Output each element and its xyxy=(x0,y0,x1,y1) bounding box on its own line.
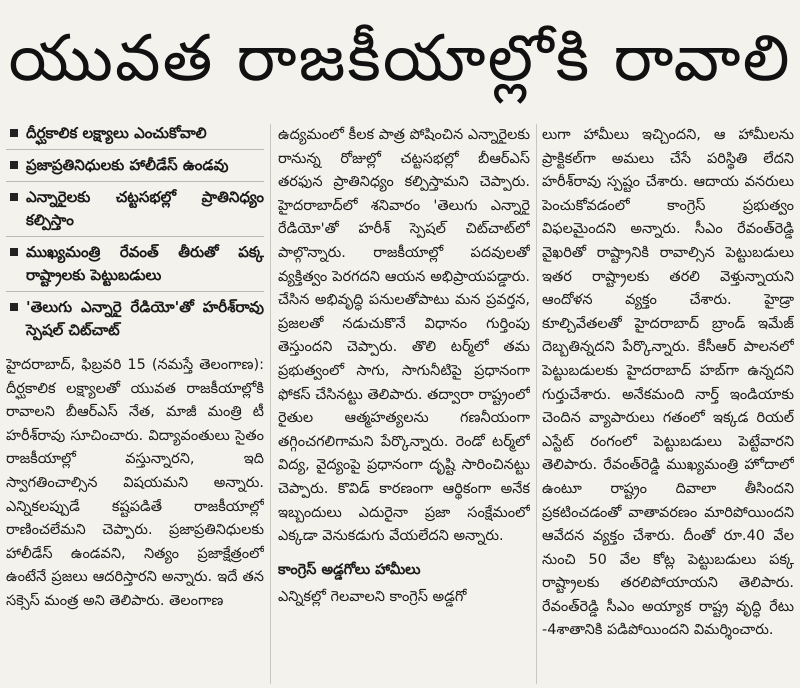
article-body-part-3: లుగా హామీలు ఇచ్చిందని, ఆ హామీలను ప్రాక్టికల్‌గా అమలు చేసే పరిస్థితి లేదని హరీశ్‌రావు స్పష్టం చేశారు. ఆదాయ వనరులు పెంచుకోవడంలో కాంగ్రెస్ ప్రభుత్వం విఫలమైందని అన్నారు. సీఎం రేవంత్‌రెడ్డి వైఖరితో రాష్ట్రానికి రావాల్సిన పెట్టుబడులు ఇతర రాష్ట్రాలకు తరలి వెళ్తున్నాయని ఆందోళన వ్యక్తం చేశారు. హైడ్రా కూల్చివేతలతో హైదరాబాద్ బ్రాండ్ ఇమేజ్ దెబ్బతిన్నదని పేర్కొన్నారు. కేసీఆర్ పాలనలో పెట్టుబడులకు హైదరాబాద్ హబ్‌గా ఉన్నదని గుర్తుచేశారు. అనేకమంది నార్త్ ఇండియాకు చెందిన వ్యాపారులు గతంలో ఇక్కడ రియల్ ఎస్టేట్ రంగంలో పెట్టుబడులు పెట్టేవారని తెలిపారు. రేవంత్‌రెడ్డి ముఖ్యమంత్రి హోదాలో ఉంటూ రాష్ట్రం దివాలా తీసిందని ప్రకటించడంతో వాతావరణం మారిపోయిందని ఆవేదన వ్యక్తం చేశారు. దీంతో రూ.40 వేల నుంచి 50 వేల కోట్ల పెట్టుబడులు పక్క రాష్ట్రాలకు తరలిపోయాయని తెలిపారు. రేవంత్‌రెడ్డి సీఎం అయ్యాక రాష్ట్ర వృద్ధి రేటు -4శాతానికి పడిపోయిందని విమర్శించారు. xyxy=(542,127,794,639)
highlight-item xyxy=(6,237,264,292)
headline: యువత రాజకీయాల్లోకి రావాలి xyxy=(8,22,792,96)
bullet-square-icon xyxy=(10,129,18,137)
article-body-part-2b: ఎన్నికల్లో గెలవాలని కాంగ్రెస్ అడ్డగో xyxy=(278,589,467,606)
highlight-item xyxy=(6,118,264,150)
bullet-square-icon xyxy=(10,193,18,201)
subheading: కాంగ్రెస్ అడ్డగోలు హామీలు xyxy=(278,561,421,578)
highlight-text: 'తెలుగు ఎన్నారై రేడియో'తో హరీశ్‌రావు స్పెషల్ చిట్‌చాట్ xyxy=(26,298,264,339)
highlight-item xyxy=(6,150,264,182)
column-divider xyxy=(270,124,271,684)
highlight-text: ముఖ్యమంత్రి రేవంత్ తీరుతో పక్క రాష్ట్రాలకు పెట్టుబడులు xyxy=(26,243,264,284)
highlights-list xyxy=(6,118,264,346)
highlight-text: ఎన్నారైలకు చట్టసభల్లో ప్రాతినిధ్యం కల్పిస్తాం xyxy=(26,188,264,229)
highlight-item xyxy=(6,182,264,237)
article-column-2 xyxy=(278,124,530,610)
article-column-3 xyxy=(542,124,794,643)
highlight-text: ప్రజాప్రతినిధులకు హాలీడేస్ ఉండవు xyxy=(26,156,229,174)
article-column-1 xyxy=(6,118,264,614)
highlight-text: దీర్ఘకాలిక లక్ష్యాలు ఎంచుకోవాలి xyxy=(26,124,207,142)
bullet-square-icon xyxy=(10,248,18,256)
column-divider xyxy=(536,124,537,684)
article-body-part-1: హైదరాబాద్, ఫిబ్రవరి 15 (నమస్తే తెలంగాణ): దీర్ఘకాలిక లక్ష్యాలతో యువత రాజకీయాల్లోకి రావాలని బీఆర్‌ఎస్ నేత, మాజీ మంత్రి టీ హరీశ్‌రావు సూచించారు. విద్యావంతులు సైతం రాజకీయాల్లో వస్తున్నారని, ఇది స్వాగతించాల్సిన విషయమని అన్నారు. ఎన్నికలప్పుడే కష్టపడితే రాజకీయాల్లో రాణించలేమని చెప్పారు. ప్రజాప్రతినిధులకు హాలీడేస్ ఉండవని, నిత్యం ప్రజాక్షేత్రంలో ఉంటేనే ప్రజలు ఆదరిస్తారని అన్నారు. ఇదే తన సక్సెస్ మంత్ర అని తెలిపారు. తెలంగాణ xyxy=(6,357,264,609)
highlight-item xyxy=(6,292,264,346)
bullet-square-icon xyxy=(10,303,18,311)
bullet-square-icon xyxy=(10,161,18,169)
article-body-part-2: ఉద్యమంలో కీలక పాత్ర పోషించిన ఎన్నారైలకు రానున్న రోజుల్లో చట్టసభల్లో బీఆర్‌ఎస్ తరఫున ప్రాతినిధ్యం కల్పిస్తామని చెప్పారు. హైదరాబాద్‌లో శనివారం 'తెలుగు ఎన్నారై రేడియో'తో హరీశ్ స్పెషల్ చిట్‌చాట్‌లో పాల్గొన్నారు. రాజకీయాల్లో పదవులతో వ్యక్తిత్వం పెరగదని ఆయన అభిప్రాయపడ్డారు. చేసిన అభివృద్ధి పనులతోపాటు మన ప్రవర్తన, ప్రజలతో నడుచుకొనే విధానం గుర్తింపు తెస్తుందని చెప్పారు. తొలి టర్మ్‌లో తమ ప్రభుత్వంలో సాగు, సాగునీటిపై ప్రధానంగా ఫోకస్ చేసినట్టు తెలిపారు. తద్వారా రాష్ట్రంలో రైతుల ఆత్మహత్యలను గణనీయంగా తగ్గించగలిగామని పేర్కొన్నారు. రెండో టర్మ్‌లో విద్య, వైద్యంపై ప్రధానంగా దృష్టి సారించినట్టు చెప్పారు. కొవిడ్ కారణంగా ఆర్థికంగా అనేక ఇబ్బందులు ఎదురైనా ప్రజా సంక్షేమంలో ఎక్కడా వెనుకడుగు వేయలేదని అన్నారు. xyxy=(278,127,530,545)
